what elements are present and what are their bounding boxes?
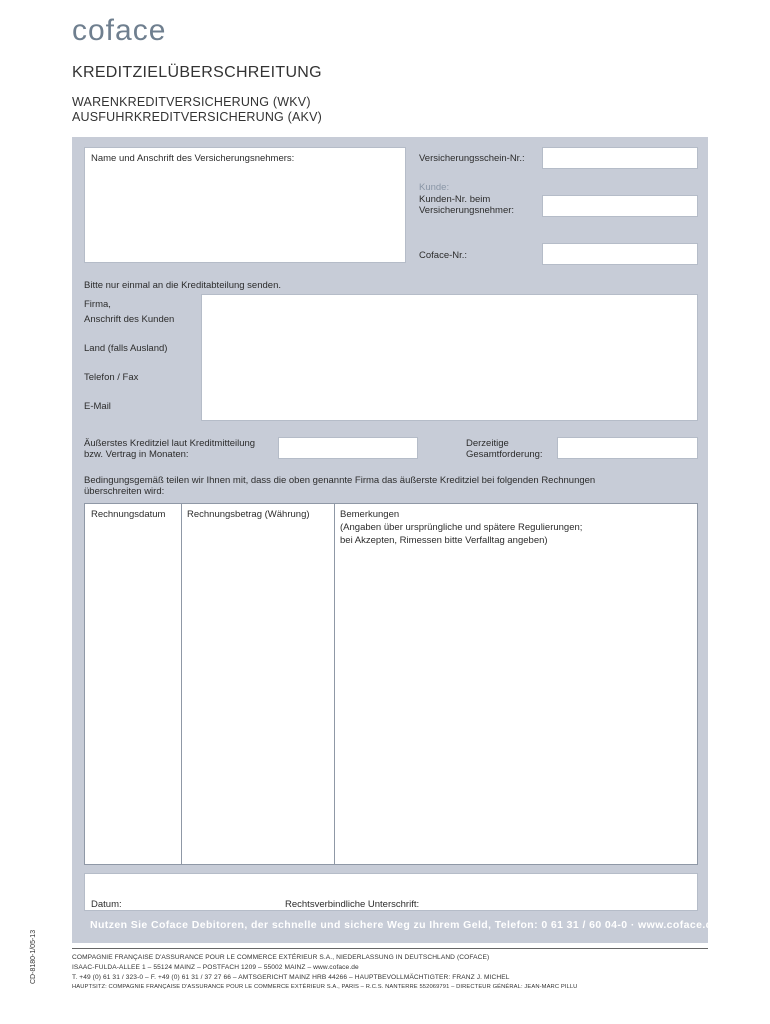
total-claim-label-1: Derzeitige — [466, 438, 509, 449]
invoice-amount-header: Rechnungsbetrag (Währung) — [187, 509, 310, 520]
customer-details-field[interactable] — [201, 294, 698, 421]
credit-term-label-2: bzw. Vertrag in Monaten: — [84, 449, 189, 460]
customer-address-label: Anschrift des Kunden — [84, 314, 175, 325]
country-label: Land (falls Ausland) — [84, 343, 168, 354]
signature-label: Rechtsverbindliche Unterschrift: — [285, 899, 420, 910]
remarks-header — [340, 508, 582, 547]
remarks-note-2: bei Akzepten, Rimessen bitte Verfalltag angeben) — [340, 535, 548, 546]
form-subtitle-wkv: WARENKREDITVERSICHERUNG (WKV) — [72, 95, 311, 109]
date-label: Datum: — [91, 899, 122, 910]
policyholder-address-label: Name und Anschrift des Versicherungsnehmers: — [91, 153, 295, 164]
invoice-date-header: Rechnungsdatum — [91, 509, 166, 520]
coface-number-field[interactable] — [542, 243, 698, 265]
remarks-note-1: (Angaben über ursprüngliche und spätere Regulierungen; — [340, 522, 583, 533]
policy-number-field[interactable] — [542, 147, 698, 169]
footer-line-3: T. +49 (0) 61 31 / 323-0 – F. +49 (0) 61 31 / 37 27 66 – AMTSGERICHT MAINZ HRB 44266 – HAUPTBEVOLLMÄCHTIGTER: FRANZ J. MICHEL — [72, 974, 510, 981]
phone-fax-label: Telefon / Fax — [84, 372, 139, 383]
statement-line-1: Bedingungsgemäß teilen wir Ihnen mit, dass die oben genannte Firma das äußerste Kreditziel bei folgenden Rechnungen — [84, 475, 596, 486]
statement-line-2: überschreiten wird: — [84, 486, 165, 497]
firma-label: Firma, — [84, 299, 111, 310]
credit-term-field[interactable] — [278, 437, 418, 459]
remarks-title: Bemerkungen — [340, 509, 400, 520]
table-divider — [181, 504, 182, 864]
customer-number-label-1: Kunden-Nr. beim — [419, 194, 491, 205]
customer-number-field[interactable] — [542, 195, 698, 217]
footer-line-1: COMPAGNIE FRANÇAISE D'ASSURANCE POUR LE COMMERCE EXTÉRIEUR S.A., NIEDERLASSUNG IN DEUTSCHLAND (COFACE) — [72, 954, 490, 961]
total-claim-field[interactable] — [557, 437, 698, 459]
footer-rule — [72, 948, 708, 949]
form-code: CD-8180-1/05-13 — [30, 929, 37, 984]
customer-number-label-2: Versicherungsnehmer: — [419, 205, 515, 216]
coface-logo: coface — [72, 14, 167, 47]
slogan-banner: Nutzen Sie Coface Debitoren, der schnelle und sichere Weg zu Ihrem Geld, Telefon: 0 61 31 / 60 04-0 · www.coface.de — [90, 919, 719, 931]
credit-term-label-1: Äußerstes Kreditziel laut Kreditmitteilung — [84, 438, 256, 449]
footer-line-2: ISAAC-FULDA-ALLEE 1 – 55124 MAINZ – POSTFACH 1209 – 55002 MAINZ – www.coface.de — [72, 964, 359, 971]
table-divider — [334, 504, 335, 864]
kunde-label: Kunde: — [419, 182, 450, 193]
footer-line-4: HAUPTSITZ: COMPAGNIE FRANÇAISE D'ASSURANCE POUR LE COMMERCE EXTÉRIEUR S.A., PARIS – R.C.S. NANTERRE 552069791 – DIRECTEUR GÉNÉRAL: JEAN-MARC PILLU — [72, 984, 578, 990]
coface-number-label: Coface-Nr.: — [419, 250, 468, 261]
form-subtitle-akv: AUSFUHRKREDITVERSICHERUNG (AKV) — [72, 110, 322, 124]
policy-number-label: Versicherungsschein-Nr.: — [419, 153, 525, 164]
invoice-table[interactable] — [84, 503, 698, 865]
send-once-note: Bitte nur einmal an die Kreditabteilung senden. — [84, 280, 281, 291]
total-claim-label-2: Gesamtforderung: — [466, 449, 543, 460]
email-label: E-Mail — [84, 401, 111, 412]
form-title: KREDITZIELÜBERSCHREITUNG — [72, 64, 322, 81]
